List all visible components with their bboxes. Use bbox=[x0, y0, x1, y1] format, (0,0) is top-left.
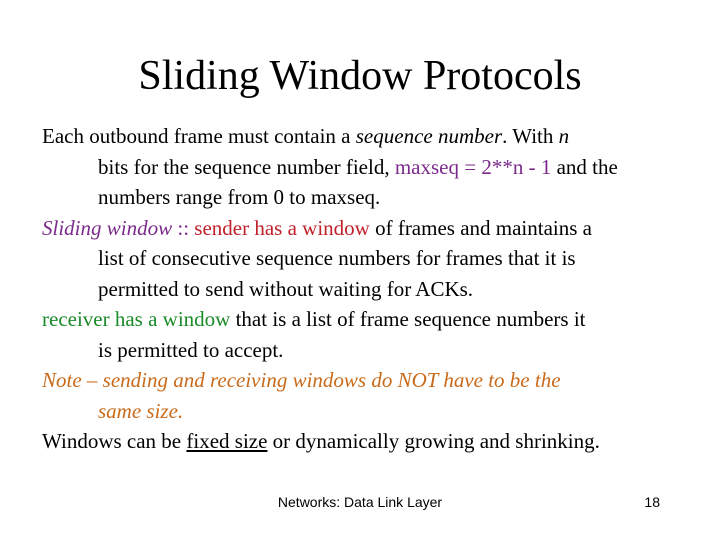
paragraph-window-size bbox=[42, 426, 702, 457]
paragraph-line: Note – sending and receiving windows do NOT have to be the bbox=[42, 368, 561, 392]
paragraph-sliding-window bbox=[42, 213, 702, 305]
text-run: Each outbound frame must contain a bbox=[42, 124, 356, 148]
paragraph-line: permitted to send without waiting for ACKs. bbox=[98, 276, 474, 301]
slide-number: 18 bbox=[644, 494, 660, 510]
paragraph-receiver-window bbox=[42, 304, 702, 365]
paragraph-line bbox=[42, 426, 702, 457]
sender-window-text: sender has a window bbox=[194, 215, 370, 240]
text-run: . With bbox=[502, 124, 559, 148]
paragraph-line: is permitted to accept. bbox=[98, 337, 284, 362]
variable-n: n bbox=[558, 124, 570, 148]
term-sliding-window: Sliding window bbox=[42, 215, 173, 240]
term-fixed-size: fixed size bbox=[186, 429, 268, 453]
paragraph-line bbox=[42, 213, 702, 244]
paragraph-line bbox=[42, 304, 702, 335]
text-run: of frames and maintains a bbox=[369, 215, 592, 240]
footer-text: Networks: Data Link Layer bbox=[277, 494, 443, 510]
paragraph-line: numbers range from 0 to maxseq. bbox=[98, 185, 381, 209]
receiver-window-text: receiver has a window bbox=[42, 307, 231, 331]
slide-body bbox=[42, 121, 702, 457]
text-run: bits for the sequence number field, bbox=[98, 154, 395, 179]
text-run: that is a list of frame sequence numbers it bbox=[230, 307, 586, 331]
text-run: or dynamically growing and shrinking. bbox=[267, 429, 600, 453]
paragraph-note bbox=[42, 365, 702, 426]
separator: :: bbox=[172, 215, 195, 240]
text-run: Windows can be bbox=[42, 429, 187, 453]
text-run: and the bbox=[551, 154, 618, 179]
paragraph-line bbox=[42, 121, 702, 152]
slide-title: Sliding Window Protocols bbox=[138, 53, 582, 99]
paragraph-line: same size. bbox=[98, 398, 184, 423]
paragraph-sequence-number bbox=[42, 121, 702, 213]
paragraph-line bbox=[70, 152, 702, 183]
maxseq-formula: maxseq = 2**n - 1 bbox=[394, 154, 552, 179]
paragraph-line: list of consecutive sequence numbers for frames that it is bbox=[98, 246, 576, 270]
term-sequence-number: sequence number bbox=[355, 124, 503, 148]
